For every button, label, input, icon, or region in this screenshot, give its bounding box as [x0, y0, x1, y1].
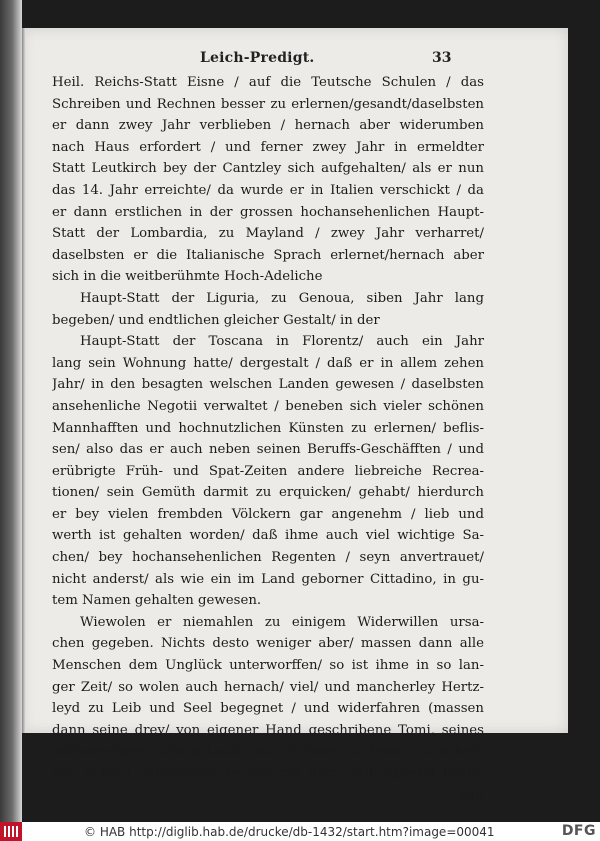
running-head: [22, 50, 568, 68]
text-line: Menschen dem Unglück unterworffen/ so ist ihme in so lan-: [52, 658, 484, 674]
text-line: lang sein Wohnung hatte/ dergestalt / daß er in allem zehen: [52, 355, 484, 371]
adjacent-page-edge: [0, 0, 22, 822]
page-number: 33: [432, 50, 452, 66]
text-line: Statt Leutkirch bey der Cantzley sich aufgehalten/ als er nun: [52, 161, 484, 177]
copyright-link[interactable]: © HAB http://diglib.hab.de/drucke/db-1432/start.htm?image=00041: [84, 824, 495, 839]
dfg-logo: DFG: [561, 823, 596, 839]
page-gutter: [22, 28, 26, 733]
text-line: daselbsten er die Italianische Sprach erlernet/hernach aber: [52, 247, 484, 263]
text-line: werth ist gehalten worden/ daß ihme auch viel wichtige Sa-: [52, 528, 484, 544]
text-line: er dann erstlichen in der grossen hochansehenlichen Haupt-: [52, 204, 484, 220]
text-line: chen/ bey hochansehenlichen Regenten / seyn anvertrauet/: [52, 550, 484, 566]
text-line: Mannhafften und hochnutzlichen Künsten zu erlernen/ beflis-: [52, 420, 484, 436]
text-line: nen geben) dannenhero er wol mit dem Heil. Apostel Paulo/: [52, 766, 484, 781]
text-line: dann seine drey/ von eigener Hand geschribene Tomi, seines: [52, 722, 484, 738]
text-line: Wiewolen er niemahlen zu einigem Widerwillen ursa-: [80, 614, 484, 630]
text-line: tem Namen gehalten gewesen.: [52, 593, 262, 609]
text-line: ansehenliche Negotii verwaltet / beneben sich vieler schönen: [52, 398, 484, 414]
text-line: nach Haus erfordert / und ferner zwey Jahr in ermeldter: [52, 139, 484, 155]
text-line: tionen/ sein Gemüth darmit zu erquicken/ gehabt/ hierdurch: [52, 485, 484, 501]
text-line: Schreiben und Rechnen besser zu erlernen/gesandt/daselbsten: [52, 96, 484, 112]
text-line: begeben/ und endtlichen gleicher Gestalt/ in der: [52, 312, 380, 328]
text-line: chen gegeben. Nichts desto weniger aber/ massen dann alle: [52, 636, 484, 652]
text-line: Haupt-Statt der Liguria, zu Genoua, siben Jahr lang: [80, 290, 484, 306]
text-line: Haupt-Statt der Toscana in Florentz/ auch ein Jahr: [80, 334, 484, 350]
text-line: sich in die weitberühmte Hoch-Adeliche: [52, 269, 323, 285]
library-logo-icon: [0, 822, 22, 841]
footer-bar: [0, 822, 600, 841]
text-line: müheseeligen Lebens-Lauff/ mit Thränen zu lesen/ zu erken-: [52, 744, 484, 760]
body-text: [52, 72, 484, 806]
text-line: Jahr/ in den besagten welschen Landen gewesen / daselbsten: [52, 377, 484, 393]
catchword: auß: [458, 787, 484, 803]
text-line: erübrigte Früh- und Spat-Zeiten andere liebreiche Recrea-: [52, 463, 484, 479]
running-title: Leich-Predigt.: [200, 50, 315, 66]
text-line: Heil. Reichs-Statt Eisne / auf die Teutsche Schulen / das: [52, 75, 484, 90]
text-line: nicht anderst/ als wie ein im Land geborner Cittadino, in gu-: [52, 571, 484, 587]
text-line: er dann zwey Jahr verblieben / hernach aber widerumben: [52, 118, 484, 134]
text-line: leyd zu Leib und Seel begegnet / und widerfahren (massen: [52, 701, 484, 717]
text-line: Statt der Lombardia, zu Mayland / zwey Jahr verharret/: [52, 226, 484, 242]
text-line: sen/ also das er auch neben seinen Beruffs-Geschäfften / und: [52, 442, 484, 458]
book-page: [22, 28, 568, 803]
text-line: das 14. Jahr erreichte/ da wurde er in Italien verschickt / da: [52, 182, 484, 198]
text-line: ger Zeit/ so wolen auch hernach/ viel/ und mancherley Hertz-: [52, 679, 484, 695]
text-line: er bey vielen frembden Völckern gar angenehm / lieb und: [52, 506, 484, 522]
